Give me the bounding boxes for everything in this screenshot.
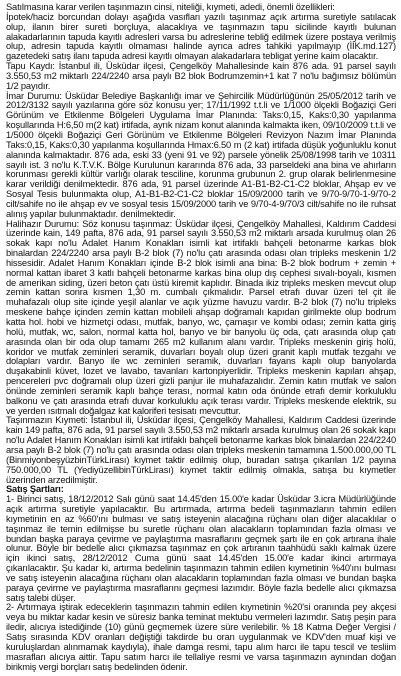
tapu-kaydi-text: İstanbul ili, Üsküdar ilçesi, Çengelköy Mahallesinde kain 876 ada. 91 parsel sayılı 3.550,53 m2 miktarlı 224/2240 arsa paylı B2 blok Bodrumzemin+1 kat 7 no'lu bağımsız bölümün 1/2 payıdır.: [6, 61, 396, 91]
satis-sartlari-heading: Satış Şartları:: [6, 484, 64, 495]
sart-2-paragraph: 2- Artırmaya iştirak edeceklerin taşınmazın tahmin edilen kıymetinin %20'si oranında pey akçesi veya bu miktar kadar kesin ve süresiz banka teminat mektubu vermeleri lazımdır. Satış peşin para iledir, alıcıya istediğinde (10) günü geçmemek üzere süre verilebilir. % 18 Katma Değer Vergisi / Satış sırasında KDV oranları değiştiği takdirde bu oran uygulanmak ve KDV'den muaf kişi ve kuruluşlardan alınmamak kaydıyla), ihale damga resmi, tapu alım harcı ile tapu tescil ve tesliim masrafları alıcıya aittir. Tapu satım harcı ile tellaliye resmi ve varsa taşınmazın aynından doğan birikmiş vergi borçları satış bedelinden ödenir.: [6, 602, 396, 672]
kiymeti-paragraph: [6, 416, 396, 485]
kiymeti-label: Taşınmazın Kıymeti:: [6, 415, 88, 426]
imar-durumu-text: Üsküdar Belediye Başkanlığı imar ve Şehircilik Müdürlüğünün 25/05/2012 tarih ve 2012/3132 sayılı yazılarına göre söz konusu yer; 17/11/1992 t.t.li ve 1/1000 ölçekli Boğaziçi Geri Görünüm ve Etkilenme Bölgeleri Uygulama İmar Planında: Taks:0,15, Kaks:0,30 yapılanma koşullarında H:6,50 m(2 kat) irtifada, ayrık nizam konut alanında kalmakta iken, 09/10/2009 t.t.li ve 1/5000 ölçekli Boğaziçi Geri Görünüm ve Etkilenme Bölgeleri Revizyon Nazım İmar Planında Taks:0,15, Kaks:0,30 yapılanma koşullarında Hmax:6.50 m (2 kat) irtifada düşük yoğunluklu konut alanında kalmaktadır. 876 ada, eski 33 (yeni 91 ve 92) parsele yönelik 25/08/1998 tarih ve 10311 sayılı ist. 3 no'lu K.T.V.K. Bölge Kurulunun kararında 876 ada, 33 parseldeki ana bina ve ahırların korunması gerekli kültür varlığı olarak tesciline, korunma grubunun 2. grup olarak belirlenmesine karar verildiği denilmektedir. 876 ada, 91 parsel üzerinde A1-B1-B2-C1-C2 bloklar, Ahşap ev ve Sosyal Tesis bulunmakta olup, A1-B1-B2-C1-C2 bloklar 15/09/2000 tarih ve 9/70-9/70-1-9/70-2 cilt/sahife no ile ahşap ev ve sosyal tesis 15/09/2000 tarih ve 9/70-4-9/70/3 cilt/sahife no ile ruhsat alınış yapılar bulunmaktadır. denilmektedir.: [6, 90, 396, 219]
halihazir-text: Söz konusu taşınmaz: Üsküdar ilçesi, Çengelköy Mahallesi, Kaldırım Caddesi üzerinde kain, 149 pafta, 876 ada, 91 parsel sayılı 3.550,53 m2 miktarlı arsada kurulmuş olan 26 sokak kapı no'lu Adalet Hanım Konakları isimli kat irtifaklı bahçeli betonarme karkas blok binalardan 224/2240 arsa paylı B-2 blok (7) no'lu çatı arasında odası olan tripleks meskenin 1/2 hissesidir. Adalet Hanım Konakları içinde B-2 blok isimli ana bina: B-2 blok bodrum + zemin + normal kattan ibaret 3 katlı bahçeli betonarme karkas bina olup dış cephesi sıvalı-boyalı, kısmen de amerikan siding, üzeri beton çatı üstü kiremit kaplıdır. Binada ikiz tripleks mesken mevcut olup zemin kattan sonra kısmen 1,30 m. cumbalı çıkmalıdır. Parsel etrafı duvar üzeri tel çit ile muhafazalı olup site içinde yeşil alanlar ve açık yüzme havuzu vardır. B-2 blok (7) no'lu tripleks meskene bahçe içinden zemin kattan mobileli ahşap doğramalı kapıdan girilmekte olup bodrum katta hol. hobi ve hizmetçi odası, mutfak, banyo, wc, çamaşır ve kombi odası; zemin katta giriş holü, mutfak, wc, salon, normal katta hol, banyo ve bir banyolu üç oda, çatı arasında olup çatı arasında olan bir oda olup tamamı 265 m2 kullanım alanı vardır. Tripleks meskenin giriş holü, koridor ve mutfak zeminleri seramik, duvarları boyalı olup üzeri granit kaplı mutfak tezgahı ve dolapları vardır. Banyo ile wc zeminleri seramik, duvarları fayans kaplı olup banyolarda duşakabinli küvet, lozet ve lavabo, tavanları kartonpiyerlidir. Tripleks meskenin kapıları ahşap, pencereleri pvc doğramalı olup üzeri gizli panjur ile muhafazalıdır. Zemin katın mutfak ve salon önünde zeminleri seramik kaplı bahçe terası, normal katın oda önünde etrafı demir korkuluklu balkonu ve çatı arasında etrafı duvar korkuluklu açık terası vardır. Tripleks meskende elektrik, su ve yerden ısıtmalı doğalgaz kat kaloriferi tesisatı mevcuttur.: [6, 218, 396, 416]
kiymeti-text: İstanbul ili, Üsküdar ilçesi, Çengelköy Mahallesi, Kaldırım Caddesi üzerinde kain 149 pafta, 876 ada, 91 parsel sayılı 3.550,53 m2 miktarlı arsada kurulmuş olan 26 sokak kapı no'lu Adalet Hanım Konakları isimli kat irtifaklı bahçeli betonarme karkas blok binalardan 224/2240 arsa paylı B-2 blok (7) no'lu çatı arasında odası olan tripleks meskenin tamamına 1.500.000,00 TL (BinmiyonbeşyüzbinTürkLirası) kıymet taktir edilmiş olup, buradan satışa çıkarılan 1/2 payına 750.000,00 TL (YediyüzellibinTürkLirası) kıymet taktir edilmiş olmakla, satışa bu kıymetler üzerinden arzedilmiştir.: [6, 415, 396, 485]
sart-1-paragraph: 1- Birinci satış, 18/12/2012 Salı günü saat 14.45'den 15.00'e kadar Üsküdar 3.icra Müdürlüğünde açık artırma suretiyle yapılacaktır. Bu artırmada, artırma bedeli taşınmazların tahmin edilen kıymetinin en az %60'ını bulması ve satış isteyenin alacağına rüçhanı olan diğer alacaklılar o taşınmaz ile temin edilmişse bu suretle rüçhanı olan alacakların toplamından fazla olması ve bundan başka paraya çevirme ve paylaştırma masraflarını geçmek şartı ile en çok artırana ihale olunur. Böyle bir bedelle alıcı çıkmazsa taşınmaz en çok artıranın taahhüdü saklı kalmak üzere için ikinci satış, 28/12/2012 Cuma günü saat 14.45'den 15.00'e kadar ikinci artırmaya çıkarılacaktır. Şu kadar ki, artırma bedelinin taşınmazın tahmin edilen kıymetinin %40'ını bulması ve satış isteyenin alacağına rüçhanı olan alacakların toplamından fazla olması ve bundan başka paraya çevirme ve paylaştırma masraflarını geçmesi lazımdır. Böyle fazla bedelle alıcı çıkmazsa satış talebi düşer.: [6, 494, 396, 603]
notice-ipotek-paragraph: İpotek/haciz borcundan dolayı aşağıda vasıfları yazılı taşınmaz açık artırma suretiyle satılacak olup, ilanın birer sureti borçluya, alacaklıya ve taşınmazın tapu sicilinde kayıtlı bulunan alakadarlarının tapuda kayıtlı adresleri varsa bu adreslerine tebliğ edilmek üzere postaya verilmiş olup, adresin tapuda kayıtlı olmaması halinde ayrıca adres tahkiki yapılmayıp (İİK.md.127) gazetedeki satış ilanı tapuda adresi kayıtlı olmayan alakadarlara tebligat yerine kaim olacaktır.: [6, 11, 396, 62]
tapu-kaydi-label: Tapu Kaydı:: [6, 61, 55, 72]
imar-durumu-label: İmar Durumu:: [6, 90, 62, 101]
halihazir-paragraph: [6, 220, 396, 417]
imar-durumu-paragraph: [6, 92, 396, 220]
tapu-kaydi-paragraph: [6, 62, 396, 92]
notice-intro: Satılmasına karar verilen taşınmazın cinsi, niteliği, kıymeti, adedi, önemli özellikleri:: [6, 2, 335, 12]
halihazir-label: Halihazır Durumu:: [6, 218, 80, 229]
